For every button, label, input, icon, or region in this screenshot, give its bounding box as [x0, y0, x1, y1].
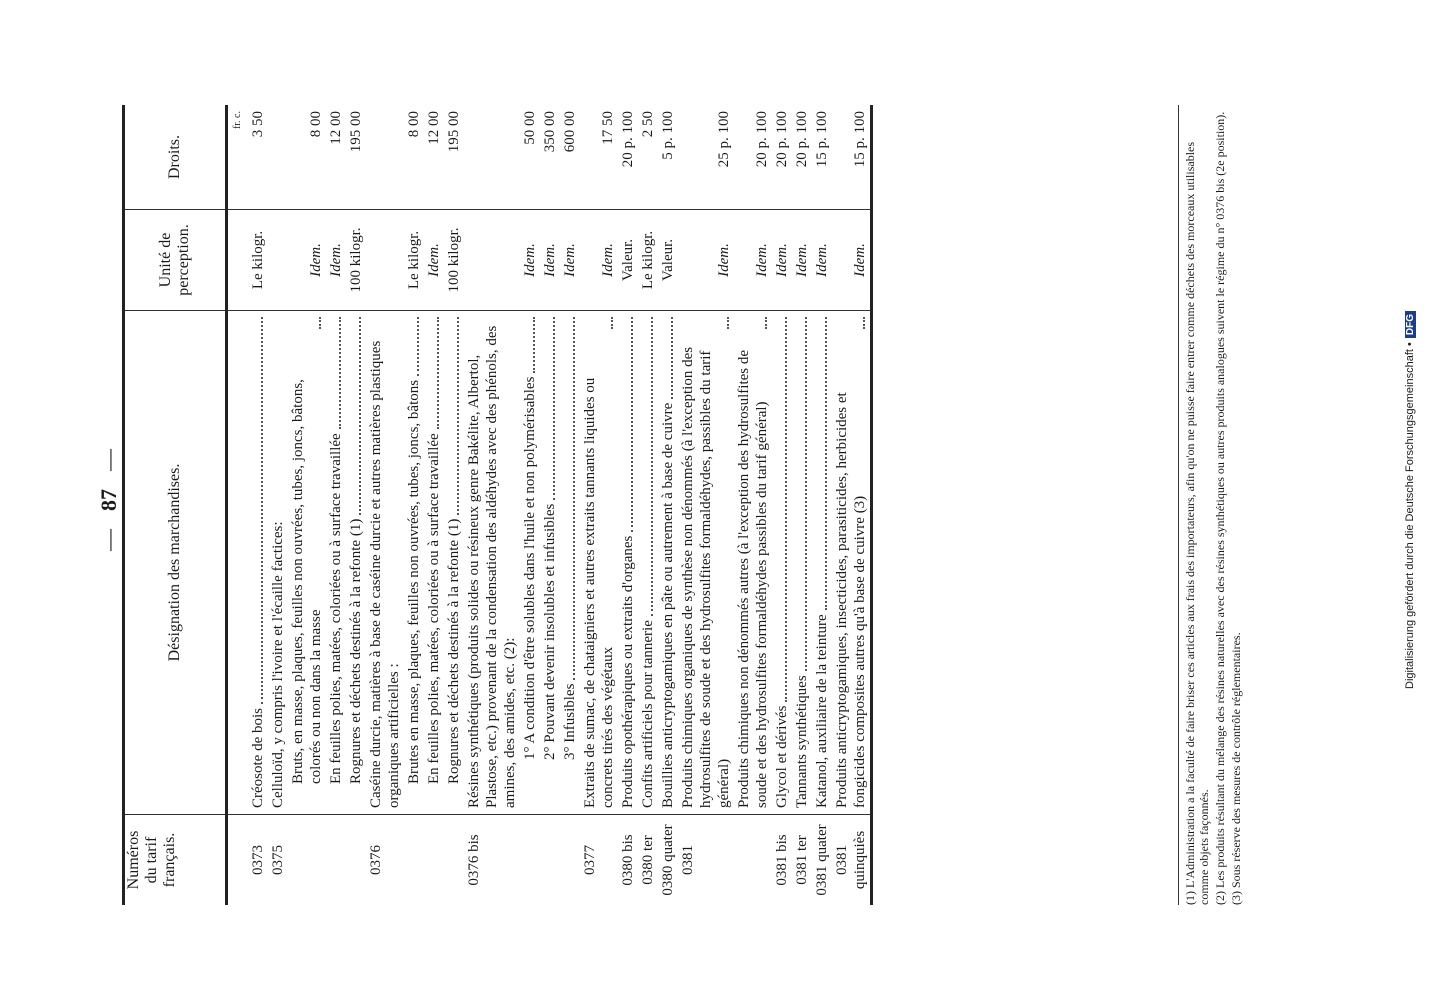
tariff-number: 0381 [680, 845, 696, 875]
duty-cell [268, 105, 288, 210]
table-row [772, 105, 792, 905]
unit-cell: Idem. [560, 210, 580, 311]
duty-cell: 15 p. 100 [832, 105, 872, 210]
table-row [464, 105, 520, 905]
table-row [734, 105, 772, 905]
table-header-row [124, 105, 227, 905]
unit-cell: Idem. [792, 210, 812, 311]
dot-leader [611, 317, 613, 329]
table-body [227, 105, 872, 905]
unit-cell: Idem. [580, 210, 618, 311]
table-row [580, 105, 618, 905]
duty-cell: 20 p. 100 [792, 105, 812, 210]
header-unite: Unité de perception. [124, 210, 227, 311]
designation-cell [248, 311, 268, 815]
designation-text: Produits opothérapiques ou extraits d'organes [620, 535, 636, 808]
dot-leader [671, 317, 673, 399]
designation-cell [792, 311, 812, 815]
designation-cell [580, 311, 618, 815]
dot-leader [533, 317, 535, 373]
designation-text: Katanol, auxiliaire de la teinture [814, 614, 830, 808]
designation-cell [366, 311, 404, 815]
table-row [366, 105, 404, 905]
tariff-number: 0376 [368, 845, 384, 875]
dot-leader [457, 317, 459, 515]
unit-cell: Idem. [288, 210, 326, 311]
duty-cell: 8 00 [404, 105, 424, 210]
dot-leader [319, 317, 321, 329]
unit-cell: 100 kilogr. [346, 210, 366, 311]
tariff-table [122, 105, 873, 905]
designation-text: Caséine durcie, matières à base de caséine durcie et autres matières plastiques organiques artificielles : [368, 340, 402, 808]
duty-cell: 20 p. 100 [618, 105, 638, 210]
dot-leader [417, 317, 419, 376]
page-header [96, 0, 122, 1000]
page-number: 87 [96, 489, 121, 511]
unit-cell: Le kilogr. [638, 210, 658, 311]
designation-cell [540, 311, 560, 815]
designation-text: 3° Infusibles [562, 683, 578, 760]
tariff-number: 0377 [582, 845, 598, 875]
table-row [346, 105, 366, 905]
unit-cell: Idem. [520, 210, 540, 311]
table-row [404, 105, 424, 905]
table-row [444, 105, 464, 905]
designation-text: Tannants synthétiques [794, 675, 810, 808]
designation-cell [288, 311, 326, 815]
designation-cell [638, 311, 658, 815]
dot-leader [573, 317, 575, 680]
header-dash-left: — [96, 529, 121, 551]
tariff-number: 0380 quater [660, 824, 676, 896]
designation-cell [678, 311, 734, 815]
currency-row [227, 105, 249, 905]
unit-cell: Idem. [734, 210, 772, 311]
designation-cell [346, 311, 366, 815]
designation-cell [734, 311, 772, 815]
tariff-number [424, 815, 444, 906]
unit-cell: Valeur. [618, 210, 638, 311]
dot-leader [553, 317, 555, 500]
tariff-number [346, 815, 366, 906]
designation-cell [772, 311, 792, 815]
designation-text: Créosote de bois [250, 708, 266, 808]
tariff-number: 0375 [270, 845, 286, 875]
designation-cell [560, 311, 580, 815]
designation-cell [832, 311, 872, 815]
designation-cell [404, 311, 424, 815]
duty-cell: 17 50 [580, 105, 618, 210]
designation-cell [424, 311, 444, 815]
unit-cell: Idem. [540, 210, 560, 311]
designation-cell [658, 311, 678, 815]
duty-cell: 195 00 [346, 105, 366, 210]
designation-cell [268, 311, 288, 815]
tariff-number [326, 815, 346, 906]
table-row [326, 105, 346, 905]
dot-leader [437, 317, 439, 429]
designation-text: Extraits de sumac, de chataigniers et autres extraits tannants liquides ou concrets tirés des végétaux [582, 377, 616, 808]
footnotes [1178, 105, 1245, 905]
duty-cell: 15 p. 100 [812, 105, 832, 210]
table-row [832, 105, 872, 905]
duty-cell: 12 00 [424, 105, 444, 210]
duty-cell: 25 p. 100 [678, 105, 734, 210]
duty-cell: 2 50 [638, 105, 658, 210]
dot-leader [805, 317, 807, 671]
unit-cell: Idem. [812, 210, 832, 311]
designation-text: Produits anticryptogamiques, insecticides, parasiticides, herbicides et fongicides composites autres qu'à base de cuivre (3) [834, 392, 868, 808]
tariff-number: 0373 [250, 845, 266, 875]
designation-text: En feuilles polies, matées, coloriées ou à surface travaillée [426, 433, 442, 784]
duty-cell: 350 00 [540, 105, 560, 210]
tariff-number [404, 815, 424, 906]
tariff-number: 0380 bis [620, 834, 636, 886]
designation-cell [444, 311, 464, 815]
designation-text: 1° A condition d'être solubles dans l'huile et non polymérisables [522, 376, 538, 760]
tariff-number: 0381 ter [794, 835, 810, 885]
table-row [638, 105, 658, 905]
designation-text: Confits artificiels pour tannerie [640, 620, 656, 808]
unit-cell [464, 210, 520, 311]
dot-leader [863, 317, 865, 329]
table-row [812, 105, 832, 905]
table-row [658, 105, 678, 905]
table-row [792, 105, 812, 905]
dot-leader [765, 317, 767, 329]
designation-text: En feuilles polies, matées, coloriées ou à surface travaillée [328, 433, 344, 784]
dot-leader [261, 317, 263, 704]
designation-cell [618, 311, 638, 815]
dot-leader [785, 317, 787, 702]
table-row [540, 105, 560, 905]
tariff-number [734, 815, 772, 906]
duty-cell: 195 00 [444, 105, 464, 210]
table-row [560, 105, 580, 905]
designation-text: Celluloïd, y compris l'ivoire et l'écaille factices: [270, 521, 286, 808]
dot-leader [359, 317, 361, 515]
duty-cell: 8 00 [288, 105, 326, 210]
tariff-number: 0381 bis [774, 834, 790, 886]
unit-cell: Idem. [326, 210, 346, 311]
duty-cell: 50 00 [520, 105, 540, 210]
tariff-number: 0380 ter [640, 835, 656, 885]
header-droits: Droits. [124, 105, 227, 210]
unit-cell: Idem. [678, 210, 734, 311]
footnote-2: (2) Les produits résultant du mélange des résines naturelles avec des résines synthétiques ou autres produits analogues suivent le régime du n° 0376 bis (2e position). [1213, 111, 1227, 905]
designation-text: Rognures et déchets destinés à la refonte (1) [446, 518, 462, 784]
tariff-number [540, 815, 560, 906]
duty-cell: 20 p. 100 [772, 105, 792, 210]
designation-text: Bruts, en masse, plaques, feuilles non ouvrées, tubes, joncs, bâtons, colorés ou non dans la masse [290, 379, 324, 784]
tariff-number: 0376 bis [466, 834, 482, 886]
dot-leader [727, 317, 729, 329]
dot-leader [631, 317, 633, 532]
table-row [268, 105, 288, 905]
dot-leader [651, 317, 653, 616]
tariff-number: 0381 quinquiès [832, 815, 872, 906]
header-dash-right: — [96, 449, 121, 471]
header-designation: Désignation des marchandises. [124, 311, 227, 815]
credit-text: Digitalisierung gefördert durch die Deutsche Forschungsgemeinschaft • [1404, 342, 1416, 689]
tariff-number [444, 815, 464, 906]
unit-cell: Idem. [424, 210, 444, 311]
table-row [248, 105, 268, 905]
unit-cell: 100 kilogr. [444, 210, 464, 311]
designation-cell [326, 311, 346, 815]
dot-leader [825, 317, 827, 610]
duty-cell [464, 105, 520, 210]
unit-cell: Le kilogr. [248, 210, 268, 311]
designation-text: Produits chimiques organiques de synthèse non dénommés (à l'exception des hydrosulfites de soude et des hydrosulfites formaldéhydes, passibles du tarif général) [680, 346, 732, 808]
table-row [520, 105, 540, 905]
duty-cell: 12 00 [326, 105, 346, 210]
table-row [678, 105, 734, 905]
unit-cell [268, 210, 288, 311]
tariff-number [560, 815, 580, 906]
footnote-1: (1) L'Administration a la faculté de faire briser ces articles aux frais des importateurs, afin qu'on ne puisse faire entrer comme déchets des morceaux utilisables comme objets façonnés. [1183, 141, 1211, 905]
designation-cell [520, 311, 540, 815]
designation-text: Produits chimiques non dénommés autres (à l'exception des hydrosulfites de soude et des hydrosulfites formaldéhydes passibles du tarif général) [736, 349, 770, 808]
duty-cell: 20 p. 100 [734, 105, 772, 210]
digitization-credit [1404, 0, 1416, 1000]
currency-label: fr. c. [227, 105, 249, 210]
duty-cell: 5 p. 100 [658, 105, 678, 210]
footnote-3: (3) Sous réserve des mesures de contrôle réglementaires. [1229, 632, 1243, 905]
duty-cell: 600 00 [560, 105, 580, 210]
duty-cell: 3 50 [248, 105, 268, 210]
unit-cell: Idem. [832, 210, 872, 311]
designation-text: Résines synthétiques (produits solides ou résineux genre Bakélite, Albertol, Plastose, etc.) provenant de la condensation des aldéhydes avec des phénols, des amines, des amides, etc. (2): [466, 325, 518, 808]
designation-text: Glycol et dérivés [774, 705, 790, 808]
header-numeros: Numéros du tarif français. [124, 815, 227, 906]
designation-text: Bouillies anticryptogamiques en pâte ou autrement à base de cuivre [660, 402, 676, 808]
unit-cell: Valeur. [658, 210, 678, 311]
table-row [288, 105, 326, 905]
designation-text: 2° Pouvant devenir insolubles et infusibles [542, 503, 558, 760]
tariff-number [520, 815, 540, 906]
designation-text: Brutes en masse, plaques, feuilles non ouvrées, tubes, joncs, bâtons [406, 379, 422, 784]
unit-cell: Le kilogr. [404, 210, 424, 311]
unit-cell: Idem. [772, 210, 792, 311]
duty-cell [366, 105, 404, 210]
designation-cell [464, 311, 520, 815]
dfg-logo: DFG [1405, 311, 1416, 338]
tariff-number [288, 815, 326, 906]
designation-text: Rognures et déchets destinés à la refonte (1) [348, 518, 364, 784]
table-row [424, 105, 444, 905]
designation-cell [812, 311, 832, 815]
dot-leader [339, 317, 341, 429]
table-row [618, 105, 638, 905]
tariff-number: 0381 quater [814, 824, 830, 896]
unit-cell [366, 210, 404, 311]
